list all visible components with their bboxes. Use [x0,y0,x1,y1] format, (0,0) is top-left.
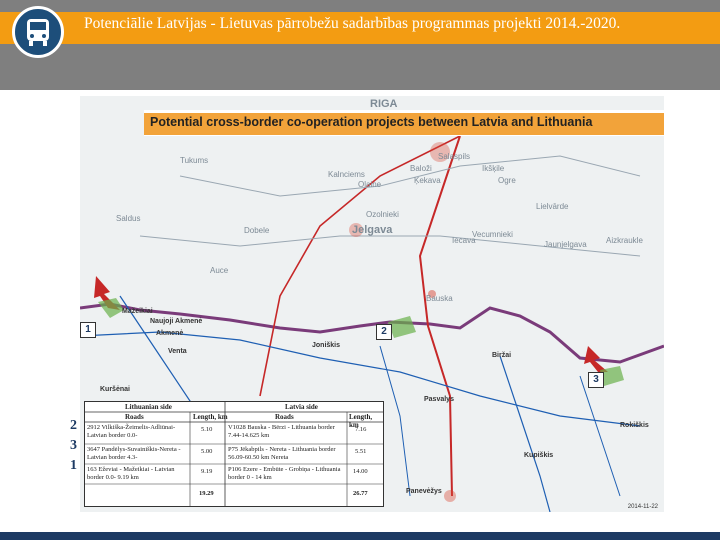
legend-lt-length: 5.00 [201,448,213,455]
city-label: Jelgava [352,224,393,236]
city-label: Biržai [492,352,512,359]
city-label: Baloži [410,164,432,173]
legend-lt-road: 3647 Pandėlys-Suvainiškis-Nereta - Latvian border 4.3- [87,446,181,461]
city-label: Bauska [426,294,453,303]
city-label: Naujoji Akmenė [150,318,203,325]
map-date-stamp: 2014-11-22 [627,504,658,510]
city-label: Aizkraukle [606,236,643,245]
city-label: Dobele [244,226,270,235]
legend-lv-total: 26.77 [353,490,368,497]
city-label: Olaine [358,180,382,189]
legend-lv-length: 7.16 [355,426,367,433]
city-label: Ozolnieki [366,210,399,219]
city-label: Akmenė [156,330,184,337]
city-label: Vecumnieki [472,230,513,239]
map-image [80,96,664,512]
footer-bar [0,532,720,540]
city-label: Jaunjelgava [544,240,587,249]
city-label: Panevėžys [406,488,442,495]
legend-lv-title: Latvia side [285,403,318,411]
city-label: Auce [210,266,229,275]
city-label: Lielvārde [536,202,569,211]
legend-lt-col-roads: Roads [125,413,144,421]
bus-icon [25,18,51,48]
city-label: Salaspils [438,152,471,161]
map-banner-title: Potential cross-border co-operation projects between Latvia and Lithuania [150,115,593,129]
legend-lt-col-length: Length, km [193,413,228,421]
row-number: 2 [70,418,77,433]
city-label: Joniškis [312,342,341,349]
city-label: Rokiškis [620,422,649,429]
legend-lt-length: 5.10 [201,426,213,433]
project-marker-2: 2 [376,324,392,340]
row-number: 3 [70,438,77,453]
legend-lt-length: 9.19 [201,468,213,475]
logo [12,6,64,58]
legend-lv-road: V1028 Bauska - Bērzi - Lithuania border 7.44-14.625 km [228,424,335,439]
legend-lv-length: 5.51 [355,448,367,455]
city-label: Tukums [180,156,209,165]
legend-lv-road: P75 Jēkabpils - Nereta - Lithuania border 56.09-60.50 km Nereta [228,446,336,461]
city-label: Ķekava [414,176,441,185]
legend-lv-road: P106 Ezere - Embūte - Grobiņa - Lithuania border 0 - 14 km [228,466,341,481]
row-number: 1 [70,458,77,473]
city-label: Iecava [452,236,476,245]
legend-lv-length: 14.00 [353,468,368,475]
page-title: Potenciālie Latvijas - Lietuvas pārrobežu sadarbības programmas projekti 2014.-2020. [84,15,621,32]
legend-lv-col-length: Length, km [349,413,373,429]
city-label: Saldus [116,214,141,223]
city-label: Ikšķile [482,164,505,173]
legend-lv-col-roads: Roads [275,413,294,421]
legend-lt-total: 19.29 [199,490,214,497]
project-legend-table [84,401,384,507]
city-label: Pasvalys [424,396,454,403]
project-marker-3: 3 [588,372,604,388]
city-label: Kalnciems [328,170,365,179]
city-label: Mažeikiai [122,308,153,315]
project-marker-1: 1 [80,322,96,338]
city-label: RIGA [370,98,398,110]
legend-lt-road: 2912 Vilkiška-Žeimelis-Adliūnai-Latvian border 0.0- [87,424,176,439]
city-label: Ogre [498,176,516,185]
city-label: Ventа [168,348,187,355]
city-label: Kupiškis [524,452,554,459]
legend-lt-title: Lithuanian side [125,403,172,411]
city-label: Kuršėnai [100,386,130,393]
legend-lt-road: 163 Eževiai - Mažeikiai - Latvian border 0.0- 9.19 km [87,466,175,481]
